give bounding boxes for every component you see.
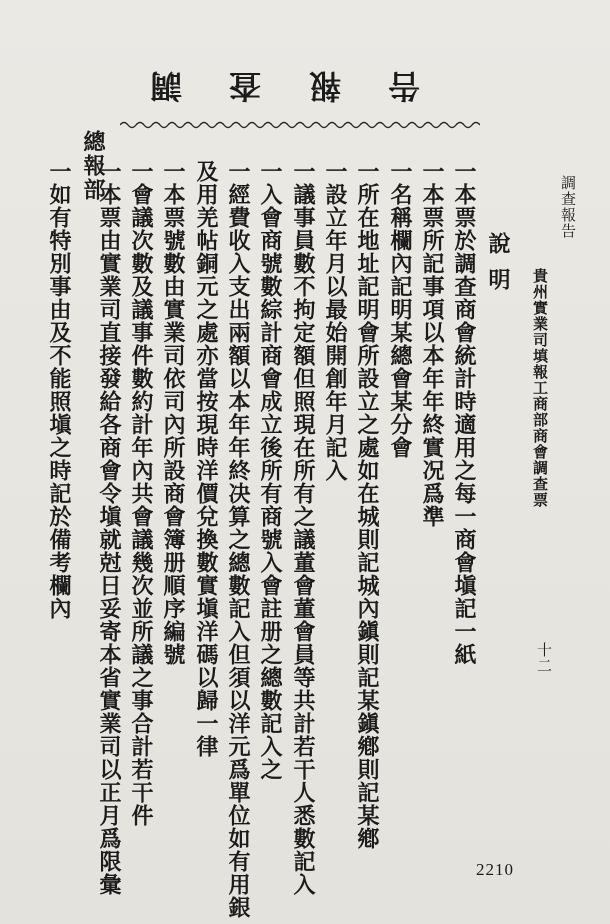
masthead-char-2: 查 [229, 67, 262, 105]
instruction-item: 一入會商號數綜計商會成立後所有商號入會註册之總數記入之 [257, 160, 283, 781]
instruction-item: 一本票由實業司直接發給各商會令塡就尅日妥寄本省實業司以正月爲限彙 [96, 160, 122, 896]
page-number: 2210 [476, 860, 514, 879]
running-label: 調查報告 [559, 175, 577, 239]
masthead-char-1: 調 [150, 67, 183, 105]
instruction-item: 一設立年月以最始開創年月記入 [322, 160, 348, 482]
instruction-item: 一所在地址記明會所設立之處如在城則記城內鎭則記某鎭鄕則記某鄕 [354, 160, 380, 850]
instruction-item-continuation: 及用羌帖銅元之處亦當按現時洋價兌換數實塡洋碼以歸一律 [193, 160, 219, 758]
instruction-item: 一如有特別事由及不能照塡之時記於備考欄內 [46, 160, 72, 620]
instruction-item: 一本票所記事項以本年年終實况爲準 [419, 160, 445, 528]
instruction-item: 一本票於調查商會統計時適用之每一商會塡記一紙 [451, 160, 477, 666]
instruction-item: 一經費收入支出兩額以本年年終决算之總數記入但須以洋元爲單位如有用銀 [225, 160, 251, 919]
instruction-item: 一名稱欄內記明某總會某分會 [387, 160, 413, 459]
masthead [150, 68, 420, 108]
running-title: 貴州實業司填報工商部商會調查票 [531, 268, 549, 508]
page-label: 十二 [535, 642, 553, 674]
instruction-item: 一本票號數由實業司依司內所設商會簿册順序編號 [160, 160, 186, 666]
section-heading: 說明 [485, 232, 511, 304]
masthead-char-3: 報 [308, 67, 341, 105]
masthead-char-4: 告 [387, 67, 420, 105]
section-label: 總報部 [80, 130, 106, 202]
wavy-rule [120, 118, 480, 132]
instruction-item: 一會議次數及議事件數約計年內共會議幾次並所議之事合計若干件 [128, 160, 154, 827]
instruction-item: 一議事員數不拘定額但照現在所有之議董會董會員等共計若干人悉數記入 [290, 160, 316, 896]
